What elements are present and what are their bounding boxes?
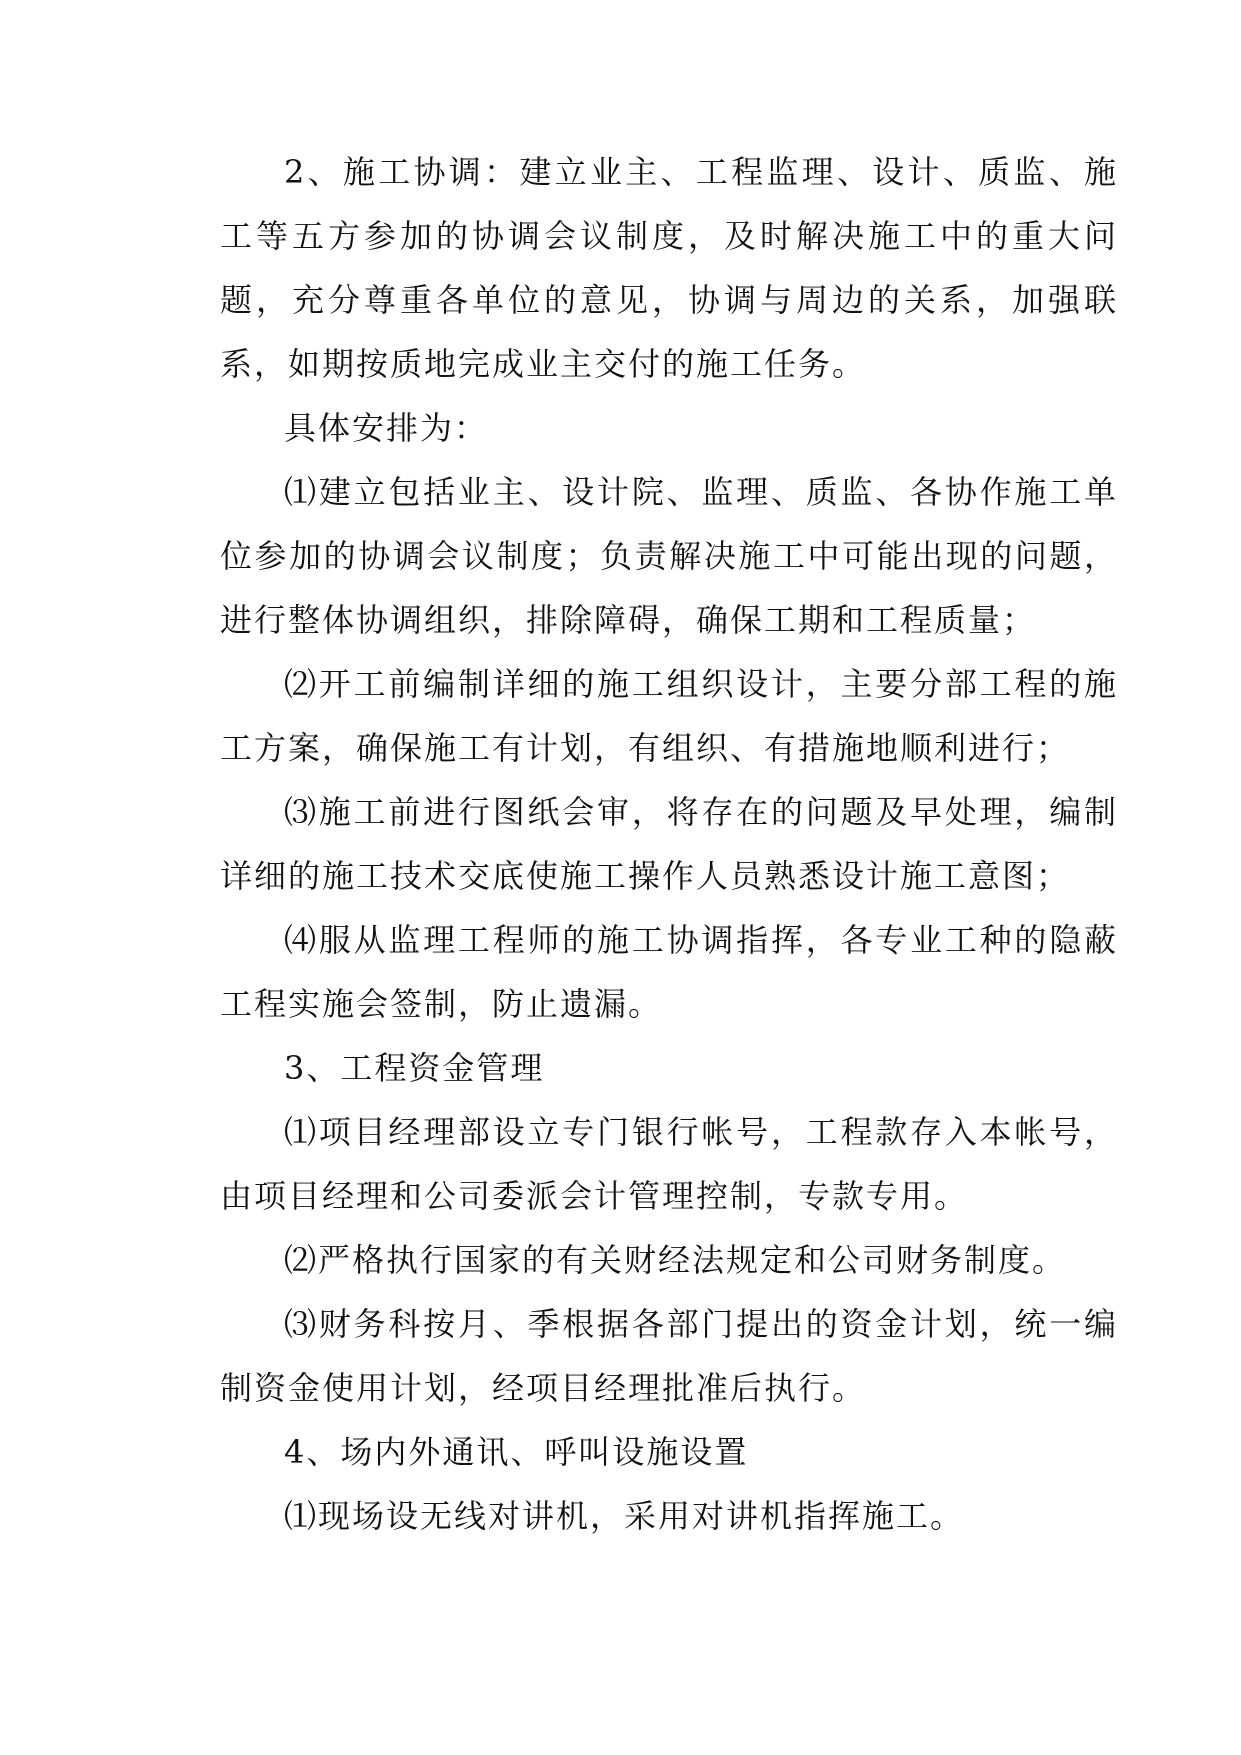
paragraph-item-4-supervision: ⑷服从监理工程师的施工协调指挥，各专业工种的隐蔽工程实施会签制，防止遗漏。: [220, 921, 1118, 1023]
paragraph-construction-coordination: 2、施工协调：建立业主、工程监理、设计、质监、施工等五方参加的协调会议制度，及时解决施工中的重大问题，充分尊重各单位的意见，协调与周边的关系，加强联系，如期按质地完成业主交付的施工任务。: [220, 153, 1118, 383]
heading-fund-management: 3、工程资金管理: [284, 1049, 545, 1087]
paragraph-fund-item-1: ⑴项目经理部设立专门银行帐号，工程款存入本帐号，由项目经理和公司委派会计管理控制，专款专用。: [220, 1113, 1118, 1215]
paragraph-fund-item-2: ⑵严格执行国家的有关财经法规定和公司财务制度。: [284, 1241, 1067, 1279]
document-body: [220, 140, 1118, 1548]
paragraph-item-1-meeting-system: ⑴建立包括业主、设计院、监理、质监、各协作施工单位参加的协调会议制度；负责解决施工中可能出现的问题，进行整体协调组织，排除障碍，确保工期和工程质量；: [220, 473, 1118, 639]
paragraph-item-3-drawing-review: ⑶施工前进行图纸会审，将存在的问题及早处理，编制详细的施工技术交底使施工操作人员熟悉设计施工意图；: [220, 793, 1118, 895]
paragraph-specific-arrangements: 具体安排为：: [284, 409, 489, 447]
heading-communication-facilities: 4、场内外通讯、呼叫设施设置: [284, 1433, 749, 1471]
paragraph-communication-item-1: ⑴现场设无线对讲机，采用对讲机指挥施工。: [284, 1497, 965, 1535]
paragraph-fund-item-3: ⑶财务科按月、季根据各部门提出的资金计划，统一编制资金使用计划，经项目经理批准后执行。: [220, 1305, 1118, 1407]
paragraph-item-2-construction-plan: ⑵开工前编制详细的施工组织设计，主要分部工程的施工方案，确保施工有计划，有组织、有措施地顺利进行；: [220, 665, 1118, 767]
